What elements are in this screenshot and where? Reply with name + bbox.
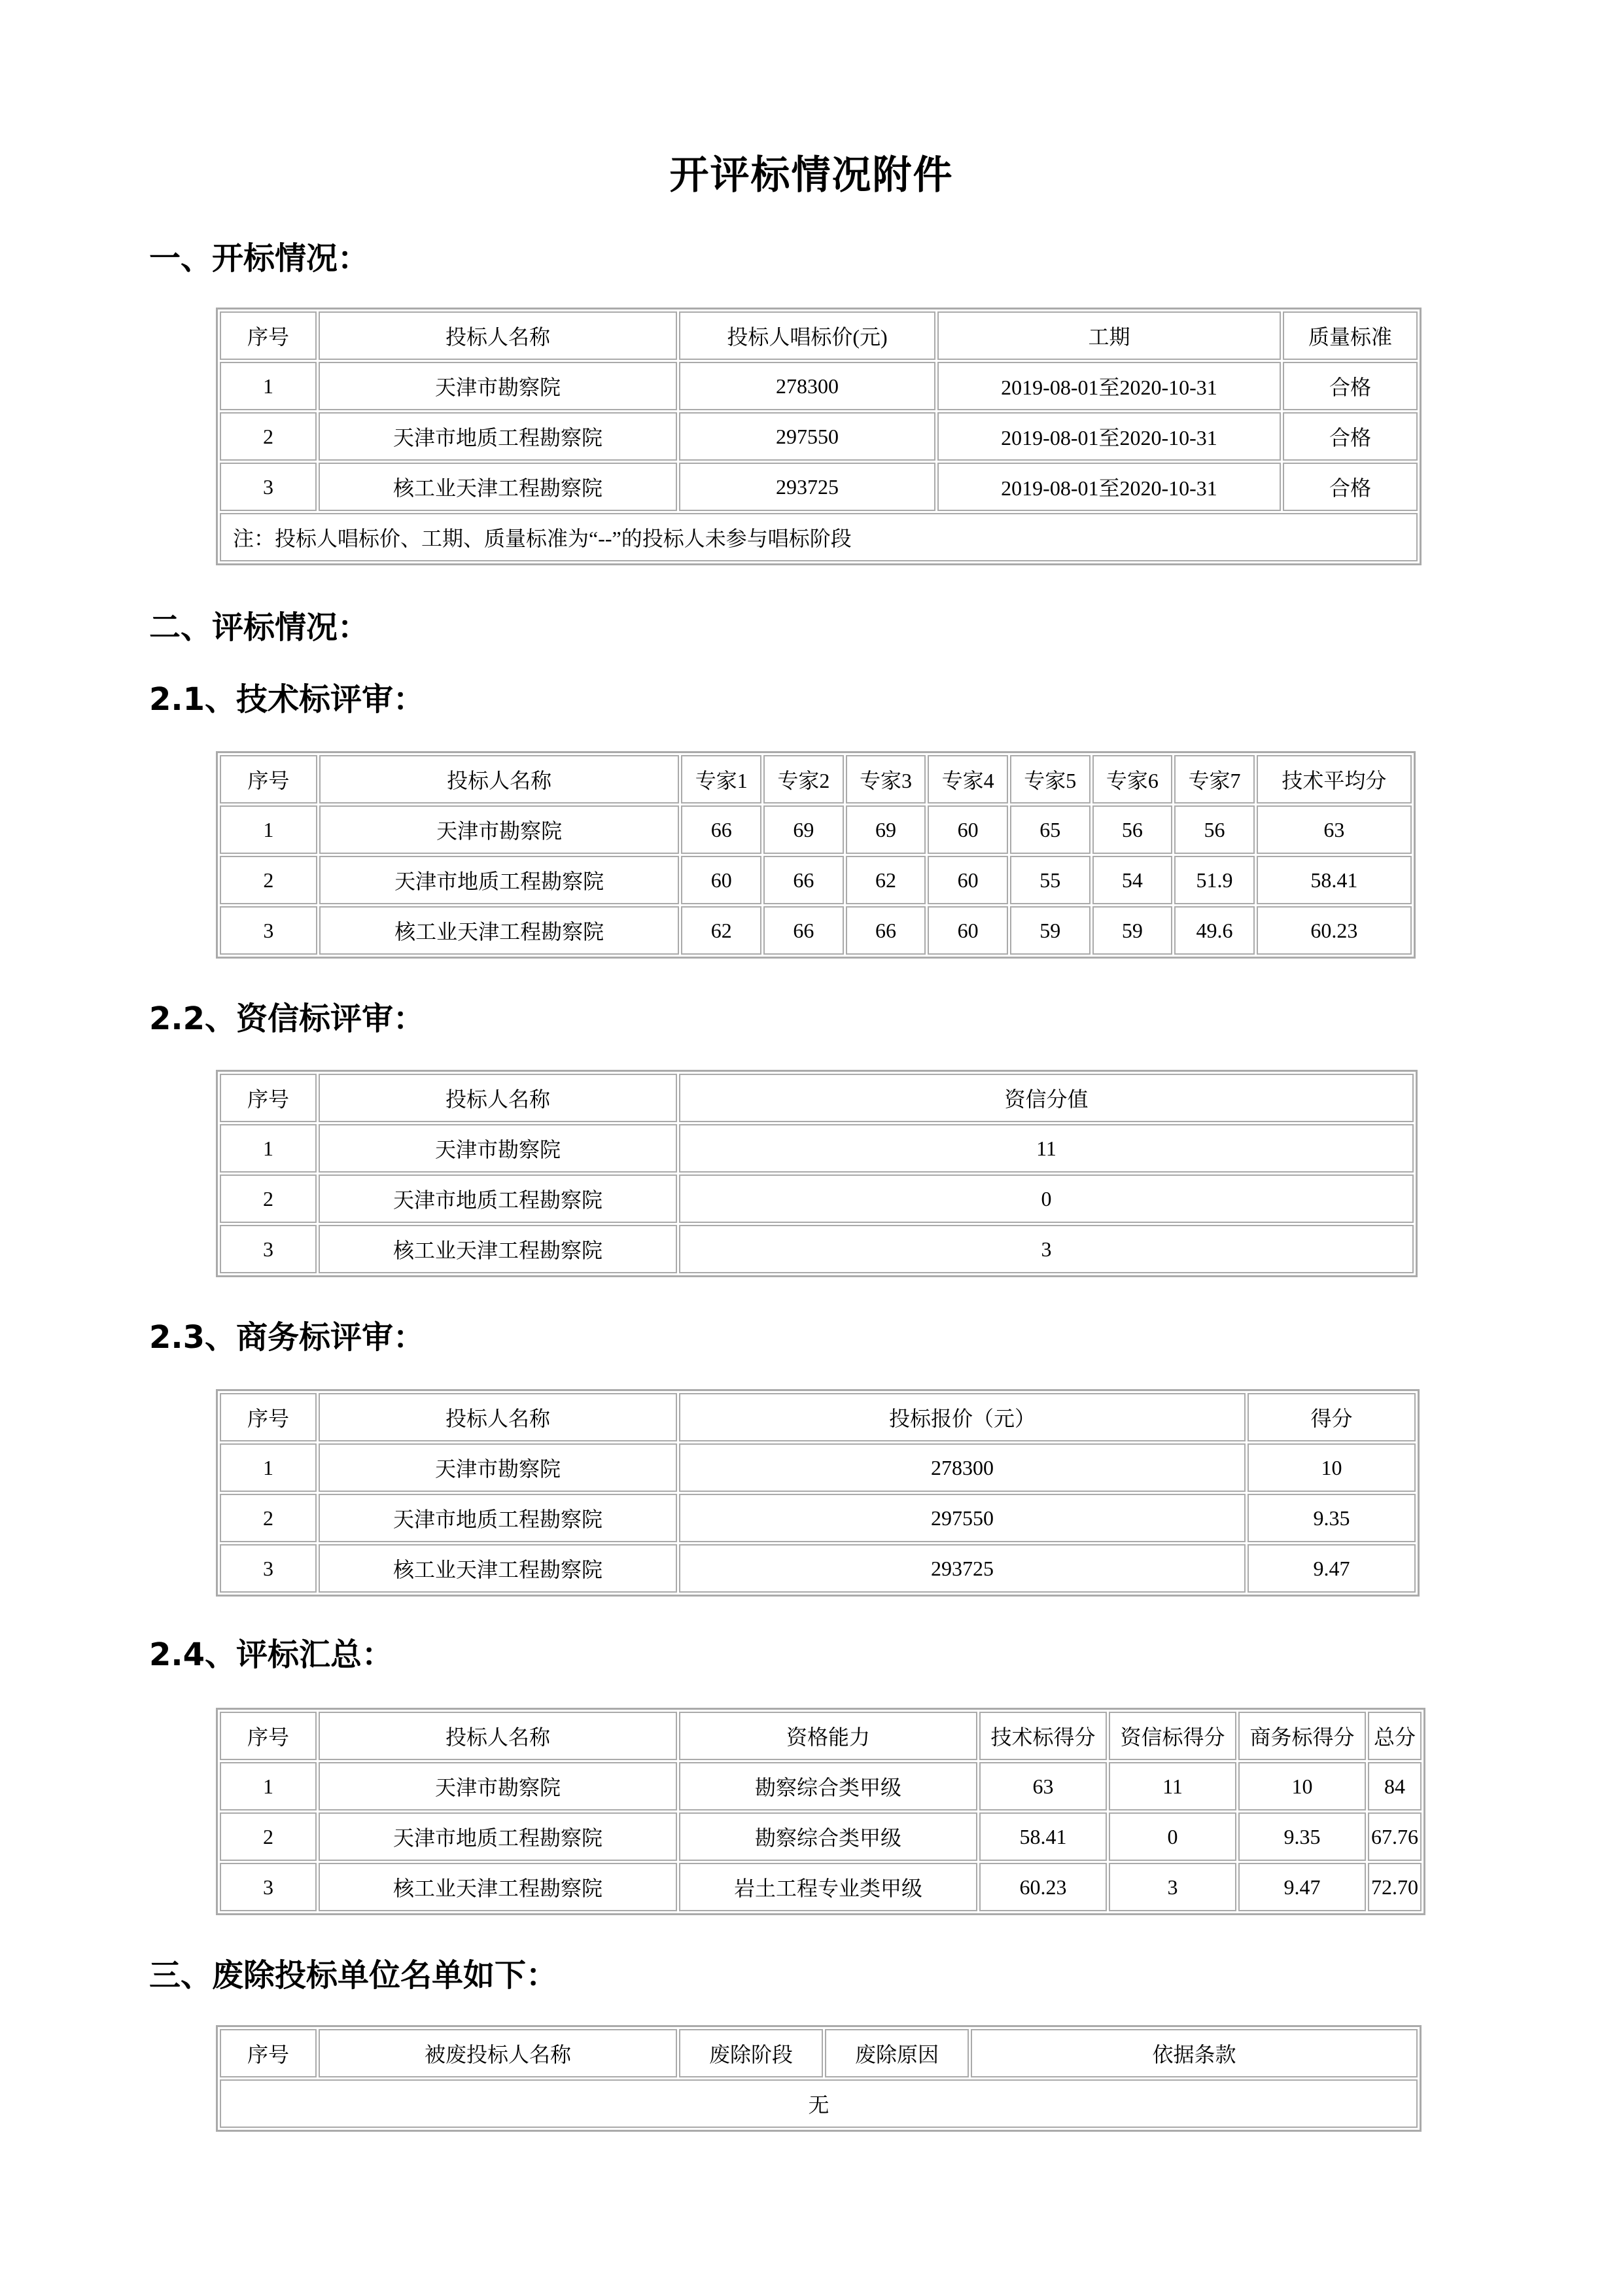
table-cell: 天津市地质工程勘察院 — [319, 1812, 677, 1861]
header-cell: 得分 — [1248, 1393, 1416, 1441]
table-cell: 62 — [681, 906, 761, 955]
table-cell: 天津市勘察院 — [319, 362, 677, 410]
table-header-row — [220, 311, 1418, 360]
header-cell: 资信分值 — [679, 1074, 1414, 1122]
table-cell: 69 — [846, 805, 926, 854]
table-cell: 0 — [679, 1174, 1414, 1223]
table-cell: 49.6 — [1174, 906, 1255, 955]
header-cell: 序号 — [220, 1393, 317, 1441]
table-cell: 58.41 — [979, 1812, 1107, 1861]
table-cell: 51.9 — [1174, 856, 1255, 904]
header-cell: 序号 — [220, 1074, 317, 1122]
table-cell: 勘察综合类甲级 — [679, 1812, 977, 1861]
table-cell: 10 — [1248, 1443, 1416, 1492]
disqualified-table — [216, 2025, 1422, 2132]
table-row — [220, 906, 1412, 955]
header-cell: 专家4 — [928, 755, 1008, 804]
empty-placeholder: 无 — [220, 2079, 1418, 2128]
header-cell: 专家5 — [1010, 755, 1091, 804]
table-cell: 天津市勘察院 — [319, 805, 680, 854]
table-cell: 293725 — [679, 463, 935, 511]
table-header-row — [220, 2029, 1418, 2077]
table-cell: 278300 — [679, 362, 935, 410]
header-cell: 工期 — [937, 311, 1281, 360]
table-cell: 3 — [1109, 1863, 1236, 1911]
header-cell: 投标人唱标价(元) — [679, 311, 935, 360]
table-cell: 1 — [220, 1124, 317, 1173]
header-cell: 被废投标人名称 — [319, 2029, 677, 2077]
table-row — [220, 1863, 1422, 1911]
header-cell: 资格能力 — [679, 1712, 977, 1760]
table-cell: 84 — [1368, 1762, 1422, 1810]
table-header-row — [220, 755, 1412, 804]
header-cell: 依据条款 — [971, 2029, 1418, 2077]
table-row — [220, 463, 1418, 511]
bid-opening-table — [216, 308, 1422, 565]
table-cell: 3 — [220, 463, 317, 511]
table-header-row — [220, 1712, 1422, 1760]
table-cell: 2 — [220, 412, 317, 461]
table-cell: 56 — [1174, 805, 1255, 854]
table-cell: 66 — [763, 906, 844, 955]
section-heading-bid-opening: 一、开标情况： — [149, 240, 370, 277]
table-cell: 1 — [220, 805, 317, 854]
table-note-row — [220, 513, 1418, 561]
header-cell: 投标人名称 — [319, 311, 677, 360]
table-cell: 67.76 — [1368, 1812, 1422, 1861]
table-row — [220, 1544, 1416, 1593]
table-cell: 65 — [1010, 805, 1091, 854]
table-cell: 59 — [1092, 906, 1173, 955]
table-cell: 55 — [1010, 856, 1091, 904]
table-cell: 9.35 — [1238, 1812, 1366, 1861]
technical-review-table — [216, 751, 1416, 959]
table-cell: 72.70 — [1368, 1863, 1422, 1911]
header-cell: 专家6 — [1092, 755, 1173, 804]
header-cell: 序号 — [220, 755, 317, 804]
table-cell: 3 — [679, 1225, 1414, 1273]
table-cell: 天津市勘察院 — [319, 1124, 677, 1173]
table-row — [220, 805, 1412, 854]
table-cell: 核工业天津工程勘察院 — [319, 1544, 677, 1593]
table-cell: 69 — [763, 805, 844, 854]
header-cell: 序号 — [220, 1712, 317, 1760]
table-cell: 60 — [928, 856, 1008, 904]
table-cell: 1 — [220, 1443, 317, 1492]
table-row — [220, 2079, 1418, 2128]
table-row — [220, 1225, 1414, 1273]
section-heading-disqualified: 三、废除投标单位名单如下： — [149, 1957, 558, 1994]
table-cell: 核工业天津工程勘察院 — [319, 1863, 677, 1911]
table-cell: 核工业天津工程勘察院 — [319, 906, 680, 955]
section-heading-technical-review: 2.1、技术标评审： — [149, 681, 425, 718]
table-cell: 278300 — [679, 1443, 1246, 1492]
table-cell: 59 — [1010, 906, 1091, 955]
header-cell: 投标人名称 — [319, 1074, 677, 1122]
table-header-row — [220, 1074, 1414, 1122]
table-cell: 11 — [1109, 1762, 1236, 1810]
table-cell: 2 — [220, 1494, 317, 1542]
commercial-review-table — [216, 1389, 1420, 1597]
table-cell: 58.41 — [1257, 856, 1412, 904]
header-cell: 废除阶段 — [679, 2029, 823, 2077]
table-cell: 60.23 — [1257, 906, 1412, 955]
table-cell: 56 — [1092, 805, 1173, 854]
table-cell: 293725 — [679, 1544, 1246, 1593]
table-cell: 297550 — [679, 412, 935, 461]
table-row — [220, 1443, 1416, 1492]
evaluation-summary-table — [216, 1708, 1425, 1915]
table-row — [220, 362, 1418, 410]
header-cell: 质量标准 — [1283, 311, 1418, 360]
table-row — [220, 1494, 1416, 1542]
table-cell: 9.35 — [1248, 1494, 1416, 1542]
header-cell: 序号 — [220, 311, 317, 360]
table-cell: 1 — [220, 362, 317, 410]
header-cell: 专家7 — [1174, 755, 1255, 804]
section-heading-evaluation: 二、评标情况： — [149, 609, 370, 646]
table-cell: 60 — [681, 856, 761, 904]
page-title: 开评标情况附件 — [669, 152, 954, 198]
table-cell: 0 — [1109, 1812, 1236, 1861]
table-cell: 3 — [220, 1544, 317, 1593]
table-cell: 3 — [220, 1225, 317, 1273]
table-cell: 3 — [220, 906, 317, 955]
table-cell: 2 — [220, 856, 317, 904]
table-cell: 合格 — [1283, 362, 1418, 410]
table-cell: 天津市勘察院 — [319, 1443, 677, 1492]
table-cell: 60 — [928, 805, 1008, 854]
table-note: 注：投标人唱标价、工期、质量标准为“--”的投标人未参与唱标阶段 — [220, 513, 1418, 561]
section-heading-summary: 2.4、评标汇总： — [149, 1636, 394, 1673]
section-heading-credit-review: 2.2、资信标评审： — [149, 1000, 425, 1037]
table-row — [220, 1812, 1422, 1861]
section-heading-commercial-review: 2.3、商务标评审： — [149, 1319, 425, 1356]
table-cell: 297550 — [679, 1494, 1246, 1542]
table-cell: 合格 — [1283, 412, 1418, 461]
table-cell: 合格 — [1283, 463, 1418, 511]
table-row — [220, 1762, 1422, 1810]
header-cell: 投标人名称 — [319, 1393, 677, 1441]
table-cell: 10 — [1238, 1762, 1366, 1810]
table-cell: 天津市地质工程勘察院 — [319, 1494, 677, 1542]
header-cell: 专家3 — [846, 755, 926, 804]
table-cell: 66 — [846, 906, 926, 955]
header-cell: 序号 — [220, 2029, 317, 2077]
table-cell: 63 — [1257, 805, 1412, 854]
table-cell: 2019-08-01至2020-10-31 — [937, 463, 1281, 511]
table-cell: 60.23 — [979, 1863, 1107, 1911]
header-cell: 商务标得分 — [1238, 1712, 1366, 1760]
table-cell: 3 — [220, 1863, 317, 1911]
table-cell: 天津市地质工程勘察院 — [319, 1174, 677, 1223]
table-cell: 9.47 — [1238, 1863, 1366, 1911]
header-cell: 资信标得分 — [1109, 1712, 1236, 1760]
header-cell: 总分 — [1368, 1712, 1422, 1760]
table-cell: 60 — [928, 906, 1008, 955]
table-cell: 核工业天津工程勘察院 — [319, 463, 677, 511]
header-cell: 技术平均分 — [1257, 755, 1412, 804]
header-cell: 技术标得分 — [979, 1712, 1107, 1760]
table-cell: 2019-08-01至2020-10-31 — [937, 412, 1281, 461]
header-cell: 专家2 — [763, 755, 844, 804]
header-cell: 废除原因 — [825, 2029, 969, 2077]
table-row — [220, 412, 1418, 461]
table-cell: 2 — [220, 1174, 317, 1223]
table-row — [220, 1174, 1414, 1223]
table-cell: 天津市勘察院 — [319, 1762, 677, 1810]
header-cell: 投标人名称 — [319, 755, 680, 804]
table-cell: 2 — [220, 1812, 317, 1861]
header-cell: 投标报价（元） — [679, 1393, 1246, 1441]
table-cell: 9.47 — [1248, 1544, 1416, 1593]
table-cell: 1 — [220, 1762, 317, 1810]
credit-review-table — [216, 1070, 1418, 1277]
header-cell: 投标人名称 — [319, 1712, 677, 1760]
table-cell: 勘察综合类甲级 — [679, 1762, 977, 1810]
table-cell: 62 — [846, 856, 926, 904]
table-cell: 11 — [679, 1124, 1414, 1173]
table-cell: 核工业天津工程勘察院 — [319, 1225, 677, 1273]
table-row — [220, 1124, 1414, 1173]
table-header-row — [220, 1393, 1416, 1441]
header-cell: 专家1 — [681, 755, 761, 804]
table-cell: 54 — [1092, 856, 1173, 904]
table-cell: 天津市地质工程勘察院 — [319, 856, 680, 904]
table-row — [220, 856, 1412, 904]
table-cell: 2019-08-01至2020-10-31 — [937, 362, 1281, 410]
table-cell: 岩土工程专业类甲级 — [679, 1863, 977, 1911]
table-cell: 66 — [763, 856, 844, 904]
table-cell: 63 — [979, 1762, 1107, 1810]
table-cell: 66 — [681, 805, 761, 854]
table-cell: 天津市地质工程勘察院 — [319, 412, 677, 461]
